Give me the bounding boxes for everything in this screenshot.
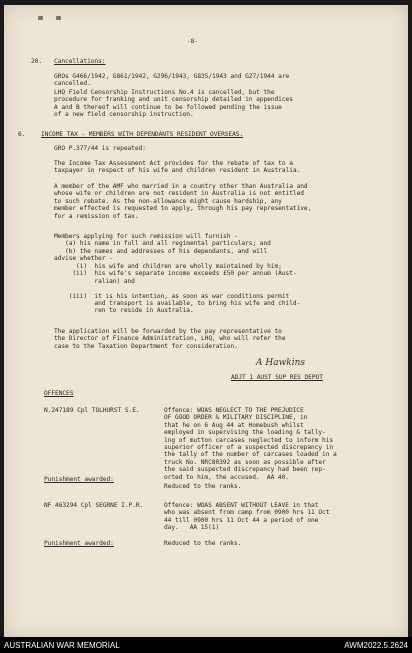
text-line: truck No. NRC80392 as soon as possible after: [164, 458, 326, 466]
text-line: OF GOOD ORDER & MILITARY DISCIPLINE, in: [164, 414, 308, 422]
punch-hole: [38, 16, 43, 20]
text-line: that he on 6 Aug 44 at Homebush whilst: [164, 421, 304, 429]
footer-right: AWM2022.5.2624: [344, 641, 408, 650]
text-line: the tally of the number of carcases loaded in a: [164, 451, 337, 459]
text-line: GROs G466/1942, G861/1942, G296/1943, G835/1943 and G27/1944 are: [54, 73, 290, 80]
text-line: (ii) his wife's separate income exceeds £50 per annum (Aust-: [54, 270, 297, 278]
text-line: to such rebate. As the non-allowance might cause hardship, any: [54, 197, 282, 205]
text-line: A and B thereof will continue to be followed pending the issue: [54, 103, 282, 111]
text-line: and transport is available, to bring his wife and child-: [54, 300, 301, 307]
text-line: (a) his name in full and all regimental particulars; and: [54, 240, 271, 248]
text-line: the said suspected discrepancy had been rep-: [164, 466, 326, 474]
text-line: day. AA 15(1): [164, 524, 220, 532]
text-line: A member of the AMF who married in a country other than Australia and: [54, 183, 308, 190]
text-line: advise whether -: [54, 255, 113, 263]
text-line: ing of mutton carcases neglected to inform his: [164, 436, 334, 444]
section-20-number: 20.: [31, 58, 43, 65]
text-line: (b) the names and addresses of his dependants, and will: [54, 247, 268, 255]
document-page: [4, 5, 408, 637]
text-line: taxpayer in respect of his wife and children resident in Australia.: [54, 167, 301, 175]
text-line: ralian) and: [54, 277, 135, 285]
text-line: 44 till 0900 hrs 11 Oct 44 a period of one: [164, 516, 319, 524]
text-line: member effected is requested to apply, through his pay representative,: [54, 205, 312, 213]
text-line: Members applying for such remission will furnish -: [54, 233, 238, 240]
footer-left: AUSTRALIAN WAR MEMORIAL: [4, 641, 120, 650]
text-line: The Income Tax Assessment Act provides for the rebate of tax to a: [54, 160, 293, 167]
section-20-heading: Cancellations:: [54, 58, 106, 65]
text-line: cancelled.: [54, 80, 91, 88]
text-line: (i) his wife and children are wholly maintained by him;: [54, 263, 282, 270]
footer-bar: [0, 637, 412, 653]
text-line: who was absent from camp from 0900 hrs 11 Oct: [164, 509, 330, 517]
text-line: superior officer of a suspected discrepancy in: [164, 444, 334, 451]
offence-1-punishment: Reduced to the ranks.: [164, 483, 242, 490]
text-line: ren to reside in Australia.: [54, 307, 194, 315]
offence-1-punishment-label: Punishment awarded:: [44, 476, 114, 483]
offence-1-id: N.247189 Cpl TOLHURST S.E.: [44, 407, 140, 414]
text-line: (iii) it is his intention, as soon as war conditions permit: [54, 292, 290, 300]
text-line: Offence: WOAS ABSENT WITHOUT LEAVE in that: [164, 502, 319, 509]
text-line: case to the Taxation Department for consideration.: [54, 342, 238, 350]
text-line: procedure for franking and unit censorship detailed in appendices: [54, 96, 293, 104]
text-line: for a remission of tax.: [54, 212, 139, 220]
section-6-heading: INCOME TAX - MEMBERS WITH DEPENDANTS RESIDENT OVERSEAS.: [41, 131, 244, 138]
signature-handwriting: A Hawkins: [256, 358, 306, 368]
text-line: Offence: WOAS NEGLECT TO THE PREJUDICE: [164, 407, 304, 414]
text-line: The application will be forwarded by the pay representative to: [54, 328, 282, 335]
page-number: -8-: [187, 38, 199, 45]
section-6-number: 6.: [18, 131, 26, 138]
section-6-ref: GRO P.377/44 is repeated:: [54, 145, 146, 152]
text-line: the Director of Finance Administration, LHQ, who will refer the: [54, 335, 286, 343]
offence-2-id: NF 463294 Cpl SEGRNE I.P.R.: [44, 502, 144, 509]
signature-block: ADJT 1 AUST SUP RES DEPOT: [231, 374, 323, 381]
offences-heading: OFFENCES: [44, 390, 74, 397]
text-line: employed in supervising the loading & tally-: [164, 429, 326, 437]
offence-2-punishment-label: Punishment awarded:: [44, 540, 114, 547]
text-line: whose wife or children are not resident in Australia is not entitled: [54, 190, 304, 198]
text-line: orted to him, the accused. AA 40.: [164, 473, 289, 481]
text-line: of a new field censorship instruction.: [54, 111, 194, 119]
offence-2-punishment: Reduced to the ranks.: [164, 540, 242, 547]
punch-hole: [56, 16, 61, 20]
text-line: LHQ Field Censorship Instructions No.4 is cancelled, but the: [54, 89, 275, 96]
